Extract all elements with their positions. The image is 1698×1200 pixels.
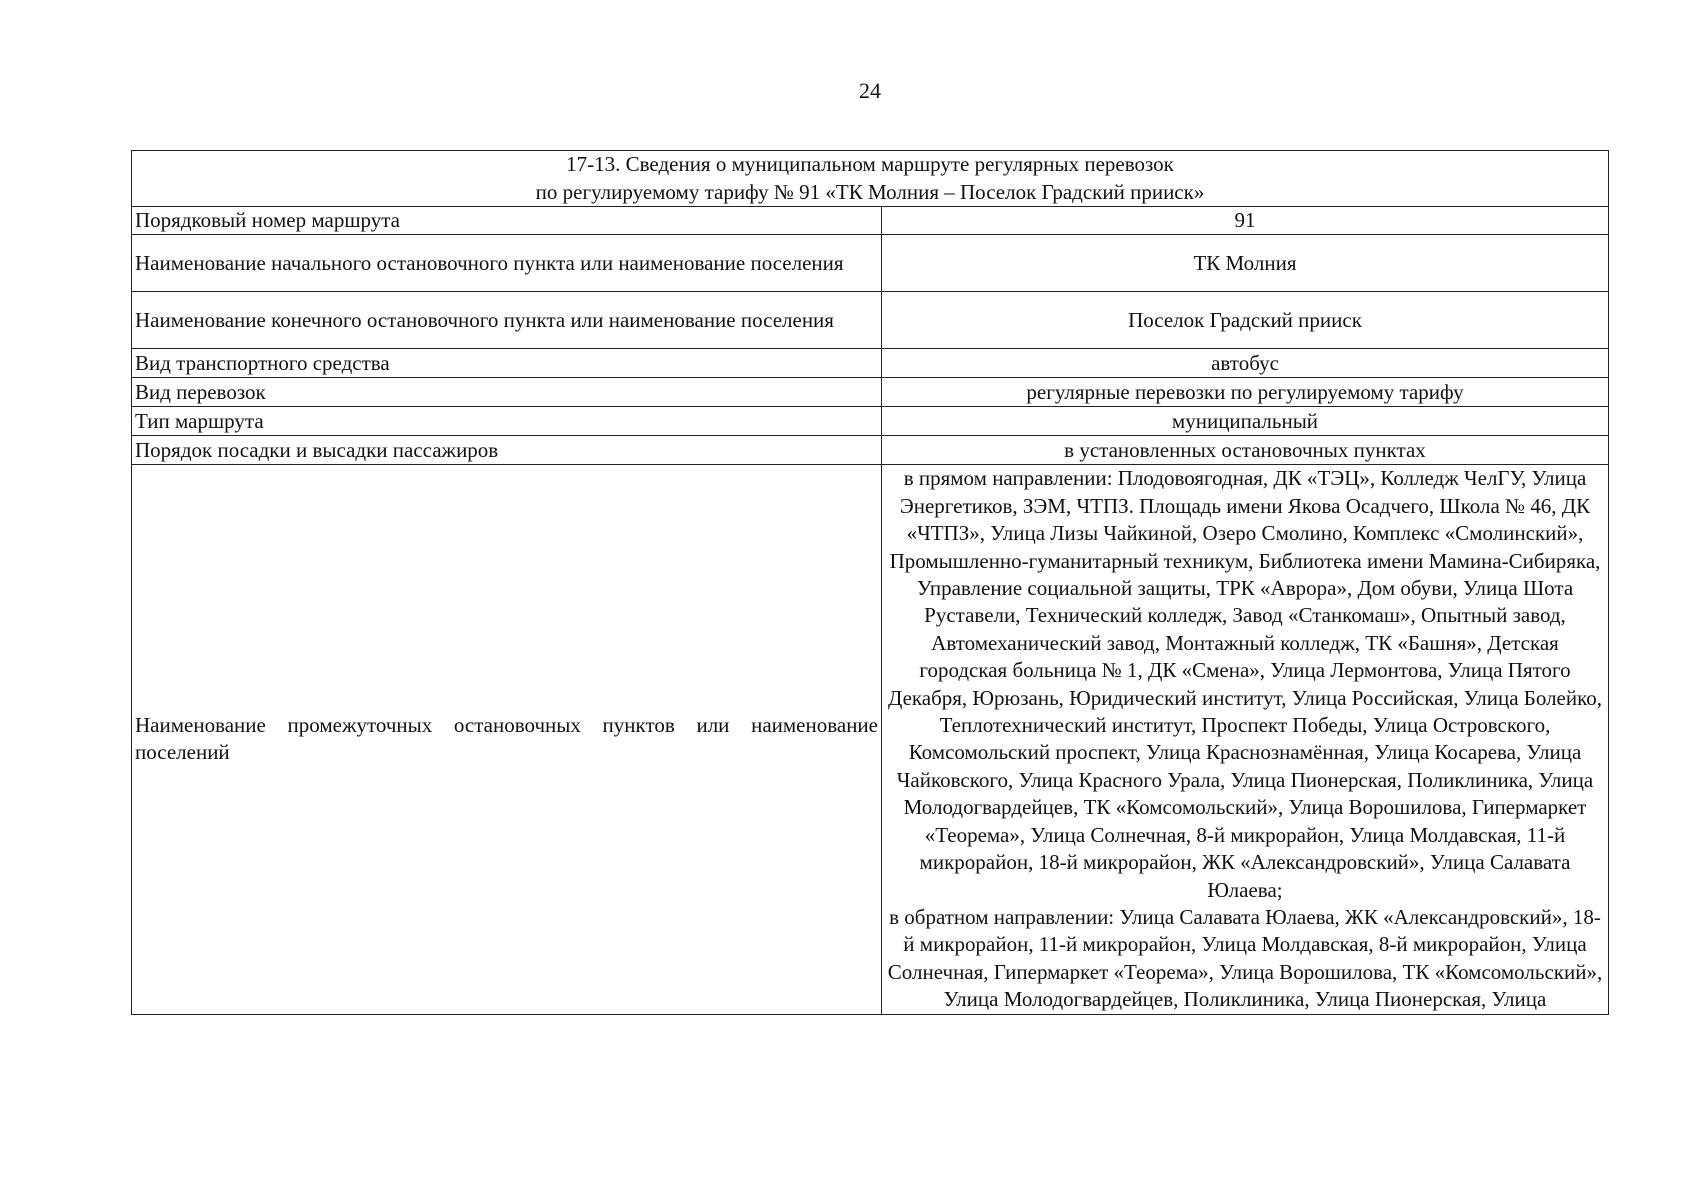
row-value-route-number: 91 [882,207,1609,235]
table-row [132,465,1609,1014]
route-info-table [131,150,1609,1015]
row-value-start-stop: ТК Молния [882,235,1609,292]
table-row [132,207,1609,235]
table-title-line-2: по регулируемому тарифу № 91 «ТК Молния – Поселок Градский прииск» [535,179,1205,204]
row-label-start-stop: Наименование начального остановочного пункта или наименование поселения [132,235,882,292]
page-number: 24 [859,78,881,103]
reverse-direction-stops: в обратном направлении: Улица Салавата Юлаева, ЖК «Александровский», 18-й микрорайон, 11-й микрорайон, Улица Молдавская, 8-й микрорайон, Улица Солнечная, Гипермаркет «Теорема», Улица Ворошилова, ТК «Комсомольский», Улица Молодогвардейцев, Поликлиника, Улица Пионерская, Улица [887,904,1603,1012]
row-label-boarding-order: Порядок посадки и высадки пассажиров [132,436,882,465]
table-row [132,235,1609,292]
row-label-transport-kind: Вид перевозок [132,378,882,407]
row-value-route-type: муниципальный [882,407,1609,436]
row-value-boarding-order: в установленных остановочных пунктах [882,436,1609,465]
row-label-vehicle-type: Вид транспортного средства [132,349,882,378]
table-title [132,151,1609,207]
row-label-route-type: Тип маршрута [132,407,882,436]
row-value-end-stop: Поселок Градский прииск [882,292,1609,349]
row-value-vehicle-type: автобус [882,349,1609,378]
table-row [132,378,1609,407]
row-label-route-number: Порядковый номер маршрута [132,207,882,235]
table-row [132,292,1609,349]
table-row [132,349,1609,378]
row-value-transport-kind: регулярные перевозки по регулируемому тарифу [882,378,1609,407]
table-title-row [132,151,1609,207]
row-label-intermediate-stops: Наименование промежуточных остановочных пунктов или наименование поселений [132,465,882,1014]
table-row [132,436,1609,465]
table-row [132,407,1609,436]
forward-direction-stops: в прямом направлении: Плодовоягодная, ДК «ТЭЦ», Колледж ЧелГУ, Улица Энергетиков, ЗЭМ, ЧТПЗ. Площадь имени Якова Осадчего, Школа № 46, ДК «ЧТПЗ», Улица Лизы Чайкиной, Озеро Смолино, Комплекс «Смолинский», Промышленно-гуманитарный техникум, Библиотека имени Мамина-Сибиряка, Управление социальной защиты, ТРК «Аврора», Дом обуви, Улица Шота Руставели, Технический колледж, Завод «Станкомаш», Опытный завод, Автомеханический завод, Монтажный колледж, ТК «Башня», Детская городская больница № 1, ДК «Смена», Улица Лермонтова, Улица Пятого Декабря, Юрюзань, Юридический институт, Улица Российская, Улица Болейко, Теплотехнический институт, Проспект Победы, Улица Островского, Комсомольский проспект, Улица Краснознамённая, Улица Косарева, Улица Чайковского, Улица Красного Урала, Улица Пионерская, Поликлиника, Улица Молодогвардейцев, ТК «Комсомольский», Улица Ворошилова, Гипермаркет «Теорема», Улица Солнечная, 8-й микрорайон, Улица Молдавская, 11-й микрорайон, 18-й микрорайон, ЖК «Александровский», Улица Салавата Юлаева; [887,466,1602,902]
table-title-line-1: 17-13. Сведения о муниципальном маршруте регулярных перевозок [566,152,1174,177]
row-value-intermediate-stops [882,465,1609,1014]
row-label-end-stop: Наименование конечного остановочного пункта или наименование поселения [132,292,882,349]
